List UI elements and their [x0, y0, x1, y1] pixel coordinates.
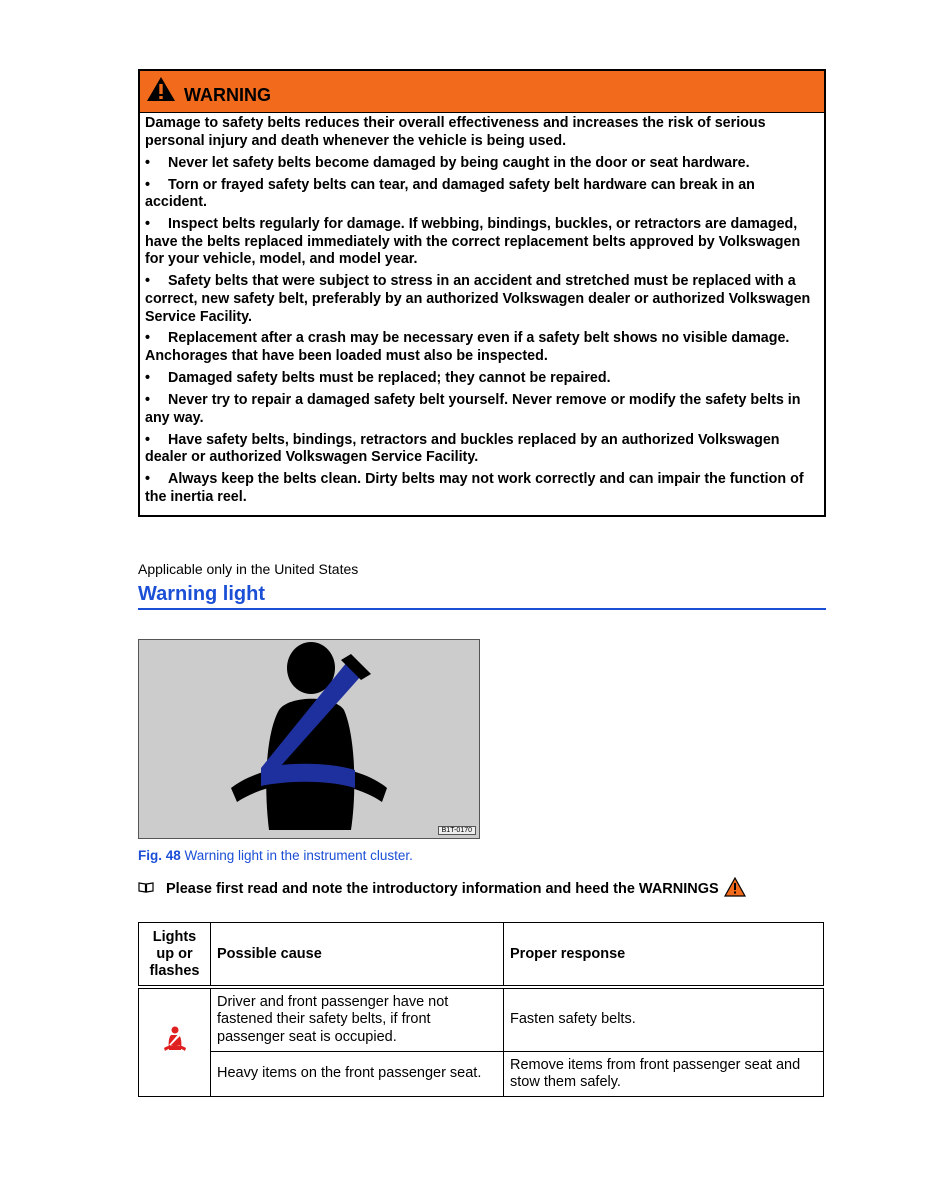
warning-box	[138, 69, 826, 517]
warning-bullet: • Safety belts that were subject to stress in an accident and stretched must be replaced with a correct, new safety belt, preferably by an authorized Volkswagen dealer or authorized Volkswagen Service Facility.	[145, 273, 811, 325]
indicator-cell	[139, 987, 211, 1097]
cause-cell: Heavy items on the front passenger seat.	[211, 1052, 504, 1097]
figure-code: B1T-0170	[438, 826, 476, 835]
figure-caption	[138, 848, 413, 863]
table-row	[139, 1052, 824, 1097]
warning-bullet: • Inspect belts regularly for damage. If webbing, bindings, buckles, or retractors are damaged, have the belts replaced immediately with the correct replacement belts approved by Volkswagen for your vehicle, model, and model year.	[145, 216, 801, 268]
column-header-cause: Possible cause	[211, 923, 504, 988]
seatbelt-figure	[138, 639, 480, 839]
cause-cell: Driver and front passenger have not fastened their safety belts, if front passenger seat is occupied.	[211, 987, 504, 1052]
warning-bullet: • Have safety belts, bindings, retractors and buckles replaced by an authorized Volkswagen dealer or authorized Volkswagen Service Facility.	[145, 431, 780, 466]
section-divider	[138, 608, 826, 610]
seatbelt-indicator-icon	[162, 1042, 188, 1058]
warning-title: WARNING	[184, 85, 271, 105]
warning-light-table	[138, 922, 824, 1097]
warning-triangle-icon[interactable]	[724, 877, 746, 901]
response-cell: Fasten safety belts.	[504, 987, 824, 1052]
warning-intro: Damage to safety belts reduces their overall effectiveness and increases the risk of serious personal injury and death whenever the vehicle is being used.	[145, 115, 766, 149]
read-note-text: Please first read and note the introductory information and heed the WARNINGS	[166, 881, 719, 897]
section-title: Warning light	[138, 583, 266, 605]
warning-bullet: • Never let safety belts become damaged by being caught in the door or seat hardware.	[145, 154, 750, 171]
warning-bullet: • Damaged safety belts must be replaced; they cannot be repaired.	[145, 370, 611, 387]
column-header-response: Proper response	[504, 923, 824, 988]
figure-caption-text: Warning light in the instrument cluster.	[180, 848, 413, 863]
table-header-row	[139, 923, 824, 988]
response-cell: Remove items from front passenger seat and stow them safely.	[504, 1052, 824, 1097]
figure-caption-label: Fig. 48	[138, 848, 181, 863]
warning-body	[140, 113, 824, 515]
applicability-note: Applicable only in the United States	[138, 561, 359, 577]
table-row	[139, 987, 824, 1052]
warning-bullet: • Replacement after a crash may be necessary even if a safety belt shows no visible damage. Anchorages that have been loaded must also be inspected.	[145, 330, 790, 365]
column-header-lights: Lights up or flashes	[139, 923, 211, 988]
read-note	[138, 877, 746, 901]
warning-bullet: • Torn or frayed safety belts can tear, and damaged safety belt hardware can break in an accident.	[145, 176, 755, 211]
book-icon	[138, 881, 154, 897]
warning-triangle-icon	[146, 76, 176, 107]
warning-bullet: • Never try to repair a damaged safety belt yourself. Never remove or modify the safety belts in any way.	[145, 392, 801, 426]
warning-header	[140, 71, 824, 113]
warning-bullet: • Always keep the belts clean. Dirty belts may not work correctly and can impair the function of the inertia reel.	[145, 471, 804, 505]
